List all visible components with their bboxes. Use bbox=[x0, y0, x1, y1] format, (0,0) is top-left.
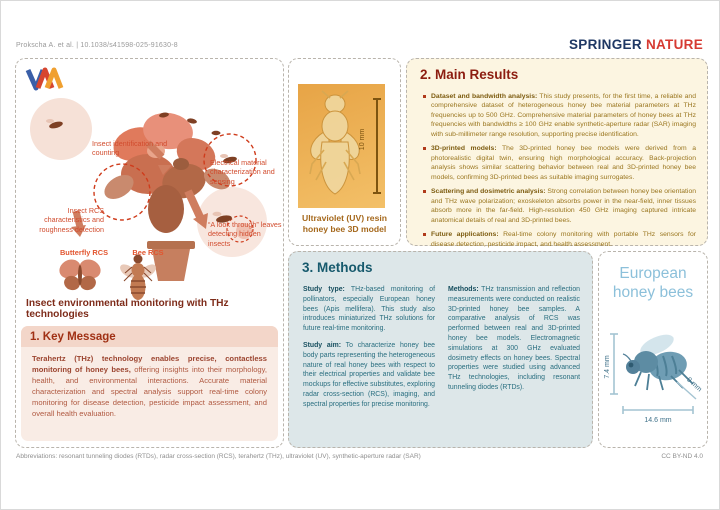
uv-bee-photo bbox=[298, 84, 385, 208]
methods-columns bbox=[303, 285, 580, 417]
result-bullet-3d-models bbox=[431, 144, 696, 182]
methods-column-right bbox=[448, 285, 580, 417]
citation-doi: Prokscha A. et al. | 10.1038/s41598-025-91630-8 bbox=[16, 42, 178, 49]
label-butterfly-rcs: Butterfly RCS bbox=[59, 248, 109, 257]
length-measurement-label: 14.6 mm bbox=[644, 417, 672, 424]
institution-logo-icon bbox=[28, 70, 61, 88]
paragraph-text: THz transmission and reflection measurements were conducted on realistic 3D-printed honey bee samples. A comparative analysis of RCS was performed between real and 3D-printed honey bee models. Electromagnetic simulations at 300 GHz evaluated dosimetry effects on honey bees. Spectral properties were studied using advanced THz technologies, including resonant tunneling diodes (RTDs). bbox=[448, 286, 580, 391]
nature-wordmark: NATURE bbox=[645, 37, 703, 52]
methods-column-left bbox=[303, 285, 435, 417]
paragraph-text: THz-based monitoring of pollinators, especially European honey bees (Apis mellifera). This study also introduces miniaturized THz solutions for future real-time monitoring. bbox=[303, 286, 435, 333]
bullet-text: This study presents, for the first time, a reliable and comprehensive dataset of heterogeneous honey bee material parameters at THz frequencies up to 500 GHz. Comprehensive material parameters of honey bees at THz frequencies with bandwidths ≥ 100 GHz enable synthetic-aperture radar (SAR) imaging with sub-millimeter range resolution, supporting precise identification. bbox=[431, 93, 696, 138]
butterfly-illustration bbox=[56, 256, 104, 292]
key-message-text: offering insights into their morphology, health, and environmental interactions. Accurate material characterization and spectral analysis support real-time colony monitoring for disease detection, pesticide impact assessment, and overall health evaluation. bbox=[32, 365, 267, 418]
springer-nature-logo bbox=[569, 37, 703, 52]
key-message-heading: 1. Key Message bbox=[21, 326, 278, 347]
overview-illustration-panel bbox=[15, 58, 284, 448]
title-line-2: honey bees bbox=[612, 283, 694, 301]
study-aim-paragraph bbox=[303, 341, 435, 410]
result-bullet-dataset bbox=[431, 92, 696, 139]
label-bee-rcs: Bee RCS bbox=[132, 248, 164, 257]
methods-panel bbox=[288, 251, 593, 448]
blue-bee-icon bbox=[623, 330, 693, 390]
bullet-text: The 3D-printed honey bee models were derived from a photorealistic digital twin, ensuring high morphological accuracy. Back-projection analysis shows similar scattering behavior between real and 3D-printed honey bee models, confirming 3D-printed bees as suitable imaging surrogates. bbox=[431, 145, 696, 181]
key-message-section bbox=[21, 326, 278, 441]
main-results-panel bbox=[406, 58, 708, 246]
paragraph-lead: Methods: bbox=[448, 286, 479, 293]
label-insect-identification: Insect identification and counting bbox=[92, 139, 168, 158]
paragraph-lead: Study type: bbox=[303, 286, 345, 293]
label-electrical-characterization: Electrical material characterization and sensing bbox=[210, 158, 275, 186]
study-type-paragraph bbox=[303, 285, 435, 334]
bullet-lead: Scattering and dosimetric analysis: bbox=[431, 188, 546, 196]
methods-paragraph bbox=[448, 285, 580, 393]
diagonal-measurement-label: 9 mm bbox=[685, 376, 703, 394]
key-message-lead: Terahertz (THz) technology enables precise, contactless monitoring of honey bees, bbox=[32, 354, 267, 374]
uv-model-caption: Ultraviolet (UV) resin honey bee 3D model bbox=[301, 213, 387, 234]
insect-monitoring-illustration bbox=[16, 59, 285, 319]
height-measurement-label: 7.4 mm bbox=[604, 355, 611, 379]
bullet-text: Real-time colony monitoring with portable THz sensors for disease detection, pesticide impact, and health assessment. bbox=[431, 231, 696, 248]
license-badge: CC BY-ND 4.0 bbox=[661, 453, 703, 460]
spotlight-circle bbox=[30, 98, 92, 160]
bullet-lead: Future applications: bbox=[431, 231, 499, 239]
result-bullet-scattering bbox=[431, 187, 696, 225]
printed-bee-dorsal-icon bbox=[304, 90, 366, 202]
bullet-lead: Dataset and bandwidth analysis: bbox=[431, 93, 538, 100]
uv-model-panel bbox=[288, 58, 401, 246]
honey-bees-title bbox=[599, 265, 707, 302]
main-results-list bbox=[431, 92, 696, 255]
title-line-1: European bbox=[619, 265, 687, 282]
plant-pot bbox=[147, 241, 195, 281]
bee-illustration bbox=[118, 255, 158, 301]
paragraph-text: To characterize honey bee body parts representing the heterogeneous nature of real honey bees with respect to their electrical properties and validate bee mockups for effective substitutes, exploring radar cross-section (RCS), imaging, and spectral properties for precise monitoring. bbox=[303, 341, 435, 408]
illustration-caption: Insect environmental monitoring with THz technologies bbox=[26, 298, 229, 320]
paragraph-lead: Study aim: bbox=[303, 341, 342, 349]
honey-bee-measurement-figure bbox=[601, 312, 707, 432]
scale-bar-label: 10 mm bbox=[358, 128, 366, 151]
label-look-through: “A look through” leaves detecting hidden insects bbox=[208, 220, 282, 248]
main-results-heading: 2. Main Results bbox=[420, 67, 519, 82]
key-message-body bbox=[21, 347, 278, 425]
methods-heading: 3. Methods bbox=[302, 260, 373, 275]
label-insect-rcs: Insect RCS characteristics and roughness detection bbox=[39, 206, 104, 234]
springer-wordmark: SPRINGER bbox=[568, 37, 642, 52]
honey-bees-panel bbox=[598, 251, 708, 448]
bullet-text: Strong correlation between honey bee orientation and THz wave polarization; exoskeleton absorbs power in the near-field, inner tissues absorb more in the far-field. High-resolution 450 GHz imaging captured intricate anatomical details of real and 3D-printed bees. bbox=[431, 188, 697, 224]
abbreviations-note: Abbreviations: resonant tunneling diodes (RTDs), radar cross-section (RCS), terahertz (THz), ultraviolet (UV), synthetic-aperture radar (SAR) bbox=[16, 453, 421, 460]
result-bullet-future bbox=[431, 230, 696, 249]
bullet-lead: 3D-printed models: bbox=[431, 145, 497, 153]
scale-bar bbox=[376, 98, 378, 194]
